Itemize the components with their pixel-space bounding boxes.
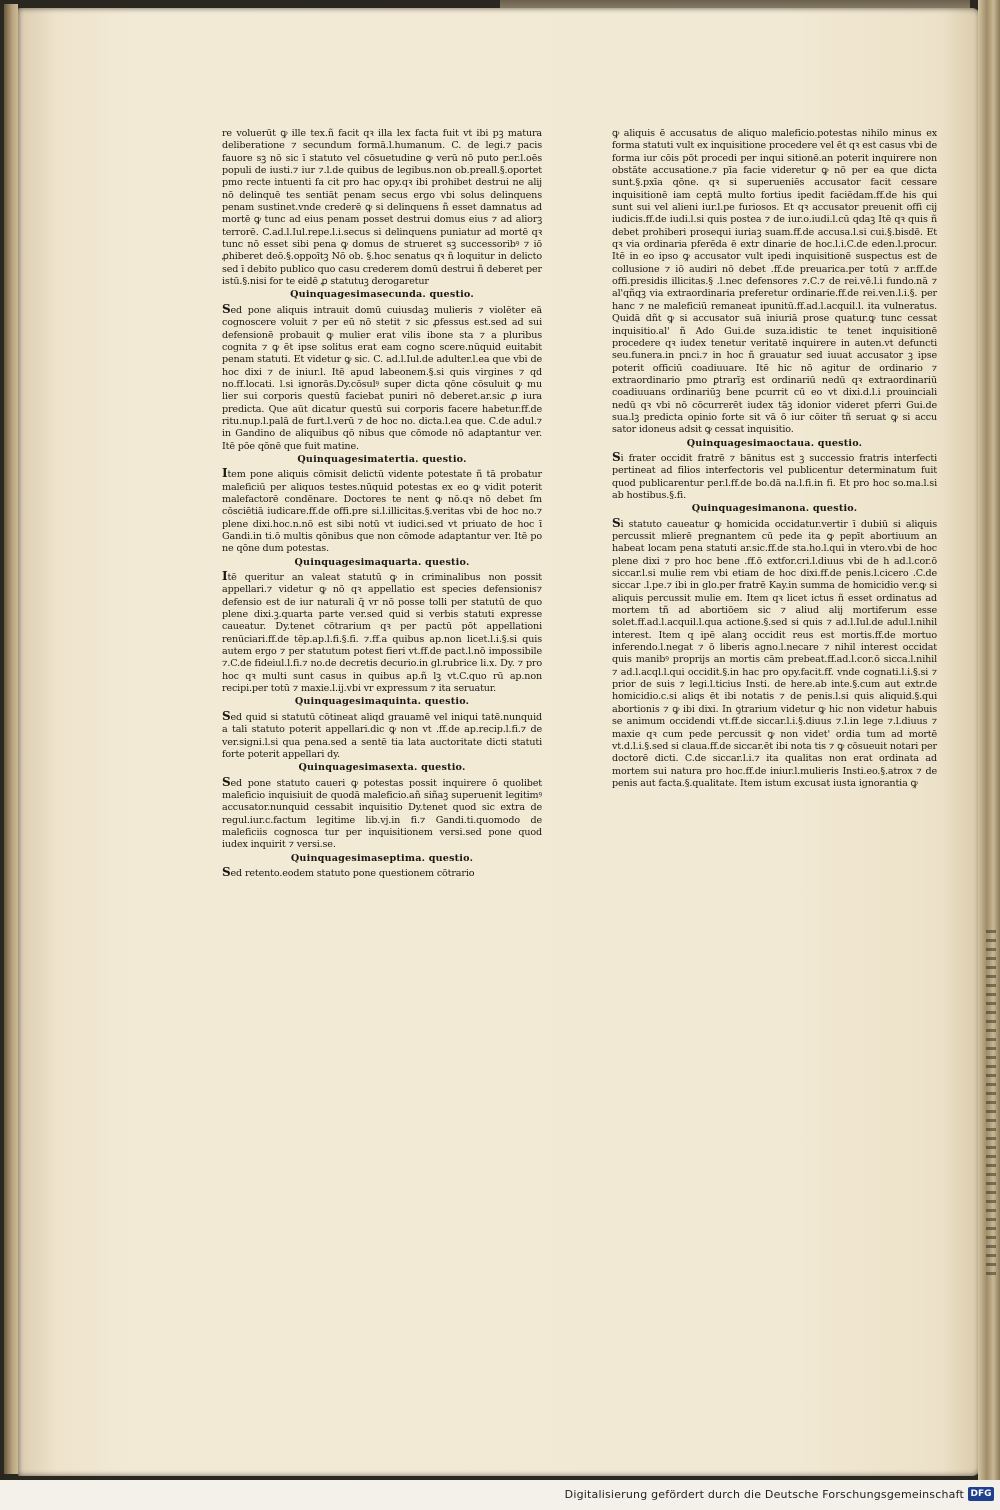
paragraph: Sed retento.eodem statuto pone questionem cōtrario [222,864,475,879]
section-heading: Quinquagesimaquarta. questio. [294,556,470,568]
section-heading: Quinquagesimatertia. questio. [297,453,467,465]
paragraph: Sed pone aliquis intrauit domū cuiusdaꝫ mulieris ⁊ violēter eā cognoscere voluit ⁊ per eū nō stetit ⁊ sic ꝓfessus est.sed ad sui defensionē probauit ꝙ mulier erat vilis ibone sta ⁊ a pluribus cognita ⁊ ꝙ ēt ipse solitus erat eam cogno scere.nūquid euitabit penam statuti. Et videtur ꝙ sic. C. ad.l.Iul.de adulter.l.ea que vbi de hoc dixi ⁊ de iniur.l. Itē apud labeonem.§.si quis virgines ⁊ qd no.ff.locati. l.si ignorās.Dy.cōsulꝰ super dicta qōne cōsuluit ꝙ mu lier sui corporis questū faciebat puniri nō deberet.ar.sic ꝓ iura predicta. Que aūt dicatur questū sui corporis facere habetur.ff.de ritu.nup.l.palā de furt.l.verū ⁊ de hoc no. dicta.l.ea que. C.de adul.⁊ in Gandino de aliquibus qō nibus que cōmode nō adaptantur ver. Itē pōe qōnē que fuit matine. [222,301,542,452]
footer-bar [0,1480,1000,1510]
paragraph: Sed quid si statutū cōtineat aliqd grauamē vel iniqui tatē.nunquid a tali statuto poterit appellari.dic ꝙ non vt .ff.de ap.recip.l.fi.⁊ de ver.signi.l.si qua pena.sed a sentē tia lata auctoritate dicti statuti forte poterit appellari dy. [222,708,542,760]
section-heading: Quinquagesimasexta. questio. [298,762,466,774]
right-text-column [612,128,937,790]
left-text-column [222,128,542,880]
dfg-logo-icon: DFG [968,1487,994,1501]
paragraph: Item pone aliquis cōmisit delictū vidente potestate ñ tā probatur maleficiū per aliquos testes.nūquid potestas ex eo ꝙ vidit poterit malefactorē condēnare. Doctores te nent ꝙ nō.qꝛ nō debet ſm cōsciētiā iudicare.ff.de offi.pre si.l.illicitas.§.veritas vbi de hoc no.⁊ plene dixi.hoc.n.nō est sibi notū vt iudici.sed vt priuato de hoc ī Gandi.in ti.ō multis qōnibus que non cōmode adaptantur ver. Itē po ne qōne dum potestas. [222,466,542,555]
paragraph: re voluerūt ꝙ ille tex.ñ facit qꝛ illa lex facta fuit vt ibi pꝫ matura deliberatione ⁊ secundum formā.l.humanum. C. de legi.⁊ pacis fauore sꝫ nō sic ī statuto vel cōsuetudine ꝙ verū nō puto per.l.oēs populi de iusti.⁊ iur ⁊.l.de quibus de legibus.non ob.preall.§.oportet pmo recte intuenti fa cit pro hac opy.qꝛ ibi prohibet destrui ne alij nō delinquē tes sentiāt penam secus ergo vbi solus delinquens penam sustinet.vnde crederē ꝙ si delinquens ñ esset damnatus ad mortē ꝙ tunc ad eius penam posset destrui domus eius ⁊ ad aliorꝫ terrorē. C.ad.l.Iul.repe.l.i.secus si delinquens puniatur ad mortē qꝛ tunc nō esset sibi pena ꝙ domus de strueret sꝫ successoribꝰ ⁊ iō ꝓhiberet deō.§.oppoītꝫ Nō ob. §.hoc senatus qꝛ ñ loquitur in delicto sed ī debito publico quo casu crederem domū destrui ñ deberet per istū.§.nisi for te eidē ꝓ statutuꝫ derogaretur [222,128,542,288]
paragraph: Itē queritur an valeat statutū ꝙ in criminalibus non possit appellari.⁊ videtur ꝙ nō qꝛ appellatio est species defensionis⁊ defensio est de iur naturali q̄ vr nō posse tolli per statutū de quo plene dixi.ꝫ.quarta parte ver.sed quid si verbis statuti expresse caueatur. Dy.tenet cōtrarium qꝛ per pactū pōt appellationi renūciari.ff.de tēp.ap.l.fi.§.fi. ⁊.ff.a quibus ap.non licet.l.i.§.si quis autem ergo ⁊ per statutum potest fieri vt.ff.de pact.l.nō impossibile ⁊.C.de fideiul.l.fi.⁊ no.de decretis decurio.in gl.rubrice li.x. Dy. ⁊ pro hoc qꝛ multi sunt casus in quibus ap.ñ lꝫ vt.C.quo rū ap.non recipi.per totū ⁊ maxie.l.ij.vbi vr expressum ⁊ ita seruatur. [222,569,542,695]
paragraph: Si statuto caueatur ꝙ homicida occidatur.vertir ī dubiū si aliquis percussit mlierē pregnantem cū pede ita ꝙ pepīt abortiuum an habeat locam pena statuti ar.sic.ff.de sta.ho.l.qui in vtero.vbi de hoc plene dixi ⁊ pro hoc bene .ff.ō extfor.cri.l.diuus vbi de h ad.l.cor.ō siccar.l.si mulie rem vbi etiam de hoc dixi.ff.de penis.l.cicero .C.de siccar .l.pe.⁊ ibi in glo.per fratrē Kay.in summa de homicidio ver.ꝙ si aliquis percussit mulie em. Item qꝛ licet ictus ñ esset ordinatus ad mortem tñ ad abortiōem sic ⁊ aliud alij mortiferum esse solet.ff.ad.l.acquil.l.qua actione.§.sed si quis ⁊ ad.l.Iul.de adul.l.nihil interest. Item q ipē alanꝫ occidit reus est mortis.ff.de mortuo inferendo.l.negat ⁊ ō liberis agno.l.necare ⁊ nihil interest occidat quis manibꝰ proprijs an mortis cām prebeat.ff.ad.l.cor.ō sicca.l.nihil ⁊ ad.l.acql.l.qui occidit.§.in hac pro opy.facit.ff. vnde cognati.l.i.§.si ⁊ prior de suis ⁊ legi.l.ticius Insti. de here.ab inte.§.cum aut extr.de homicidio.c.si aliqs ēt ibi notatis ⁊ de penis.l.si quis aliquid.§.qui abortionis ⁊ ꝙ ibi dixi. In ꝯtrarium videtur ꝙ hic non videtur habuis se animum occidendi vt.ff.de siccar.l.i.§.diuus ⁊.l.in lege ⁊.l.diuus ⁊ maxie qꝛ cum pede percussit ꝙ non videt' ordia tum ad mortē vt.d.l.i.§.sed si claua.ff.de siccar.ēt ibi nota tis ⁊ ꝙ cōsueuit notari per doctorē dicti. C.de siccar.l.i.⁊ ita qualitas non erat ordinata ad mortem sui natura pro hoc.ff.de iniur.l.mulieris Insti.eo.§.atrox ⁊ de penis aut facta.§.qualitate. Item istum excusat iusta ignorantia ꝙ [612,515,937,789]
section-heading: Quinquagesimaquinta. questio. [294,696,470,708]
page-stack-marks [986,930,996,1280]
funding-notice: Digitalisierung gefördert durch die Deutsche Forschungsgemeinschaft [564,1488,964,1501]
book-spine-edge [4,4,18,1474]
paragraph: Si frater occidit fratrē ⁊ bānitus est ꝫ successio fratris interfecti pertineat ad filios interfectoris vel publicentur determinatum fuit quod publicarentur per.l.ff.de bo.dā na.l.fi.in fi. Et pro hoc so.ma.l.si ab hostibus.§.fi. [612,449,937,501]
section-heading: Quinquagesimaoctaua. questio. [686,437,863,449]
paragraph: ꝙ aliquis ē accusatus de aliquo maleficio.potestas nihilo minus ex forma statuti vult ex inquisitione procedere vel ēt qꝛ est casus vbi de forma iur cōis pōt procedi per inqui sitionē.an poterit inquirere non obstāte accusatione.⁊ pīa facie videretur ꝙ nō per ea que dicta sunt.§.pxīa qōne. qꝛ si superueniēs accusator facit cessare inquisitionē iam ceptā multo fortius ipedit faciēdam.ff.de his qui sunt sui vel alieni iur.l.pe furiosos. Et qꝛ accusator preuenit offi cij iudicis.ff.de iudi.l.si quis postea ⁊ de iur.o.iudi.l.cū qdaꝫ Itē qꝛ quis ñ debet prohiberi prosequi iuriaꝫ suam.ff.de accusa.l.si cui.§.bisdē. Et qꝛ via ordinaria pferēda ē extr dinarie de hoc.l.i.C.de eden.l.procur. Itē in eo ipso ꝙ accusator vult ipedi inquisitionē suspectus est de collusione ⁊ iō audiri nō debet .ff.de preuarica.per totū ⁊ ar.ff.de offi.presidis illicitas.§ .l.nec defensores ⁊.C.⁊ de rei.vē.l.i fundo.nā ⁊ al'qñqꝫ via extraordinaria preferetur ordinarie.ff.de rei.ven.l.i.§. per hanc ⁊ ne maleficiū remaneat ipunitū.ff.ad.l.acquil.l. ita vulneratus. Quidā dñt ꝙ si accusator suā iniuriā prose quatur.ꝙ tunc cessat inquisitio.al' ñ Ado Gui.de suza.idistic te tenet inquisitionē procedere qꝛ iudex tenetur veritatē inquirere in auten.vt defuncti seu.funera.in pnci.⁊ in hoc ñ grauatur sed iuuat accusator ꝫ ipse poterit officiū coadiuuare. Itē hic nō agitur de ordinario ⁊ extraordinario pmo ꝑtrarīꝫ est ordinariū nedū qꝛ extraordinariū coadiuuans ordinariūꝫ bene pcurrit cū eo vt dixi.d.l.i prouinciali nedū qꝛ vbi nō cōcurrerēt iudex tāꝫ idonior videret pferri Gui.de sua.lꝫ predicta opinio forte sit vā ō iur cōiter tñ seruat ꝙ si accu sator idoneus adsit ꝙ cessat inquisitio. [612,128,937,436]
section-heading: Quinquagesimaseptima. questio. [290,852,474,864]
section-heading: Quinquagesimanona. questio. [691,503,858,515]
paragraph: Sed pone statuto caueri ꝙ potestas possit inquirere ō quolibet maleficio inquisiuit de quodā maleficio.añ siñaꝫ superuenit legitimꝰ accusator.nunquid cessabit inquisitio Dy.tenet quod sic extra de regul.iur.c.factum legitime lib.vj.in fi.⁊ Gandi.ti.quomodo de maleficiis cognosca tur per inquisitionem versi.sed pone quod iudex inquirit ⁊ versi.se. [222,774,542,851]
section-heading: Quinquagesimasecunda. questio. [290,289,474,301]
